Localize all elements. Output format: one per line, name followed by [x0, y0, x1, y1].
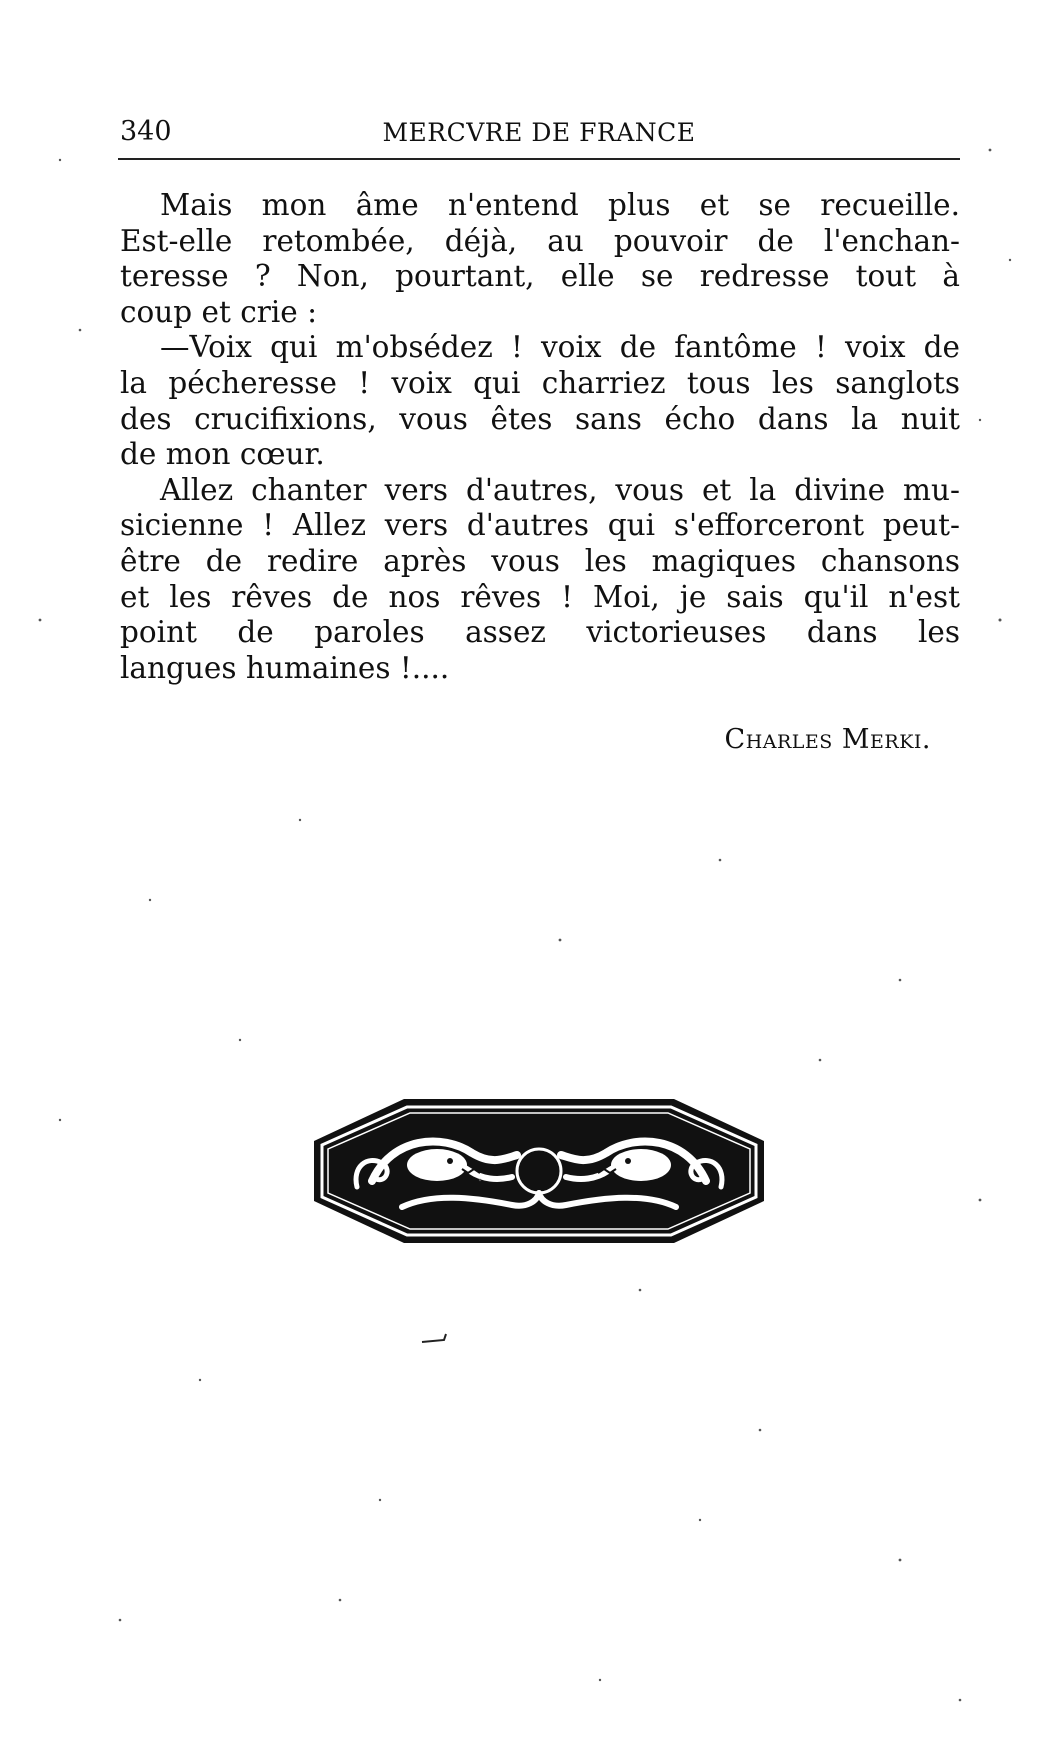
text-line: des crucifixions, vous êtes sans écho dans la nuit: [120, 401, 960, 436]
text-line: coup et crie :: [120, 294, 318, 329]
dragon-ornament-icon: [312, 1097, 766, 1245]
body-text: [120, 188, 960, 686]
text-line: de mon cœur.: [120, 437, 325, 472]
text-line: la pécheresse ! voix qui charriez tous les sanglots: [120, 365, 960, 400]
ink-mark: [420, 1332, 450, 1346]
author-signature: Charles Merki.: [724, 724, 931, 755]
page-number: 340: [120, 116, 172, 147]
paragraph-2: [120, 330, 960, 472]
text-line: Est-elle retombée, déjà, au pouvoir de l'enchan-: [120, 223, 960, 258]
text-line: et les rêves de nos rêves ! Moi, je sais qu'il n'est: [120, 579, 960, 614]
text-line: point de paroles assez victorieuses dans les: [120, 615, 960, 650]
text-line: —Voix qui m'obsédez ! voix de fantôme ! voix de: [160, 330, 960, 365]
paragraph-1: [120, 188, 960, 330]
text-line: sicienne ! Allez vers d'autres qui s'efforceront peut-: [120, 508, 960, 543]
text-line: être de redire après vous les magiques chansons: [120, 543, 960, 578]
text-line: Allez chanter vers d'autres, vous et la divine mu-: [160, 472, 960, 507]
text-line: langues humaines !....: [120, 650, 450, 685]
text-line: Mais mon âme n'entend plus et se recueille.: [160, 188, 960, 222]
paragraph-3: [120, 473, 960, 687]
running-head: [118, 112, 960, 160]
journal-title: MERCVRE DE FRANCE: [382, 118, 696, 147]
text-line: teresse ? Non, pourtant, elle se redresse tout à: [120, 259, 960, 294]
